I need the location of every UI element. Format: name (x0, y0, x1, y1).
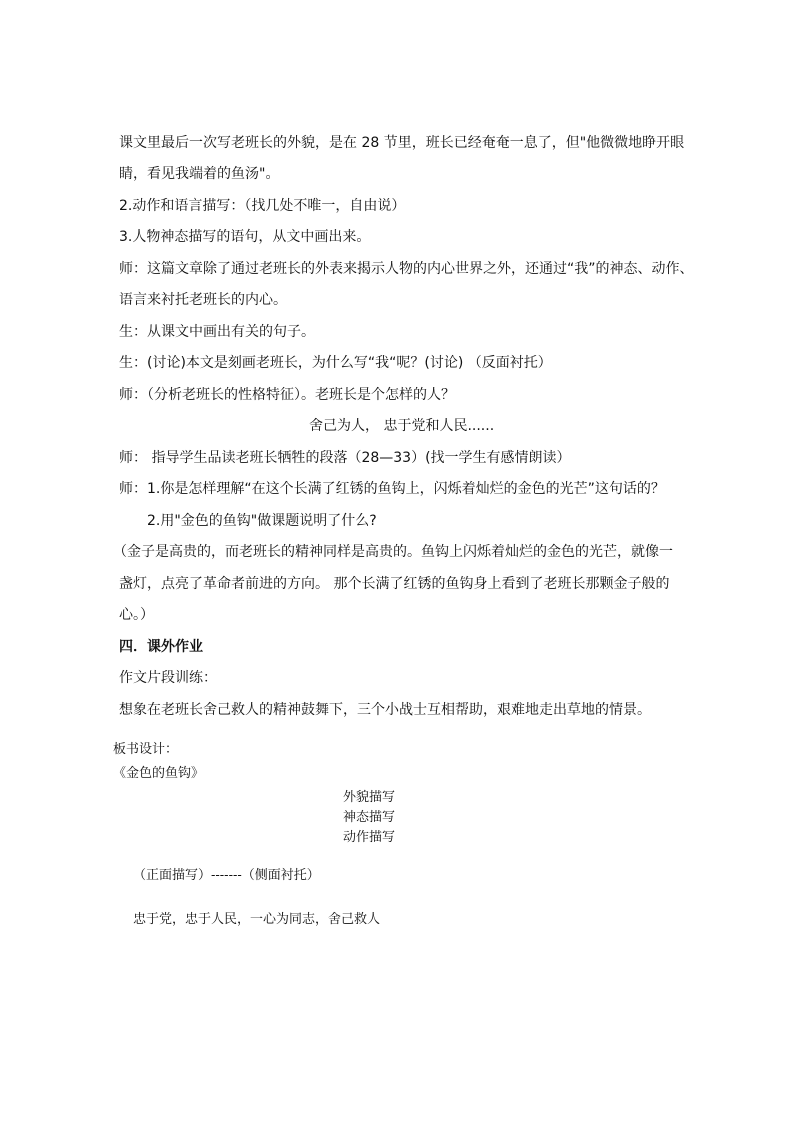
text-line: 师：这篇文章除了通过老班长的外表来揭示人物的内心世界之外，还通过“我”的神态、动作、 (119, 261, 694, 277)
text-line-indented: 2.用"金色的鱼钩"做课题说明了什么? (147, 513, 377, 529)
section-heading: 四．课外作业 (119, 639, 203, 655)
board-contrast: （正面描写）-------（侧面衬托） (133, 868, 320, 883)
text-line: 生：(讨论)本文是刻画老班长，为什么写“我“呢？(讨论) （反面衬托） (119, 355, 552, 371)
text-line: 盏灯，点亮了革命者前进的方向。 那个长满了红锈的鱼钩身上看到了老班长那颗金子般的 (119, 576, 670, 592)
text-line: 师：1.你是怎样理解“在这个长满了红锈的鱼钩上，闪烁着灿烂的金色的光芒”这句话的？ (119, 481, 665, 497)
text-line: 课文里最后一次写老班长的外貌，是在 28 节里，班长已经奄奄一息了，但"他微微地睁开眼 (119, 135, 685, 151)
text-line-centered: 舍己为人， 忠于党和人民...... (309, 418, 495, 434)
text-line: （金子是高贵的，而老班长的精神同样是高贵的。鱼钩上闪烁着灿烂的金色的光芒，就像一 (113, 544, 673, 560)
board-item: 神态描写 (343, 810, 396, 825)
text-line: 3.人物神态描写的语句，从文中画出来。 (119, 229, 371, 245)
text-line: 生：从课文中画出有关的句子。 (119, 324, 315, 340)
board-summary: 忠于党，忠于人民，一心为同志，舍己救人 (133, 912, 381, 927)
text-line: 2.动作和语言描写：（找几处不唯一，自由说） (119, 198, 406, 214)
text-line: 作文片段训练： (119, 670, 217, 686)
board-item: 动作描写 (343, 830, 396, 845)
board-title: 《金色的鱼钩》 (113, 766, 205, 781)
text-line: 睛，看见我端着的鱼汤"。 (119, 166, 280, 182)
text-line: 心。） (119, 607, 154, 623)
text-line: 语言来衬托老班长的内心。 (119, 292, 287, 308)
text-line: 师：（分析老班长的性格特征）。老班长是个怎样的人？ (119, 387, 455, 403)
board-item: 外貌描写 (343, 790, 396, 805)
text-line: 想象在老班长舍己救人的精神鼓舞下，三个小战士互相帮助，艰难地走出草地的情景。 (119, 702, 651, 718)
text-line: 师： 指导学生品读老班长牺牲的段落（28—33）(找一学生有感情朗读） (119, 450, 571, 466)
board-heading: 板书设计： (113, 742, 179, 757)
